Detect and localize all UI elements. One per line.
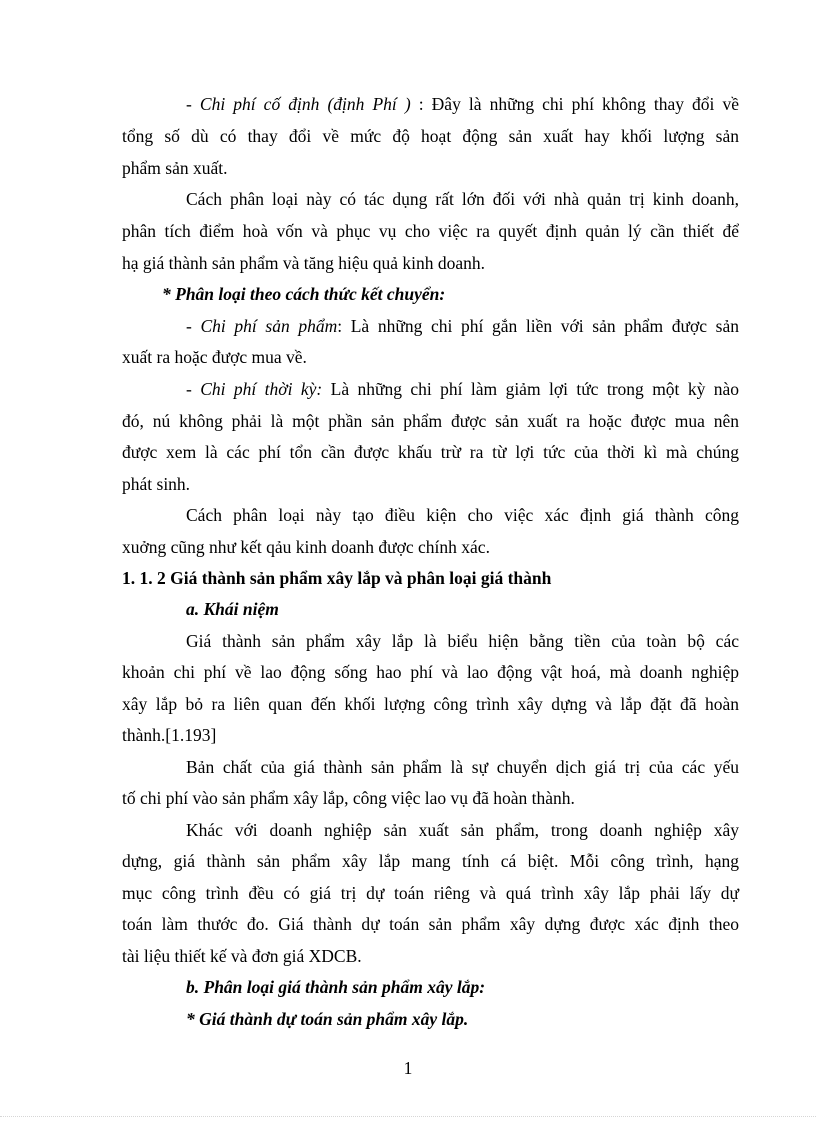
fixed-cost-line xyxy=(186,93,739,115)
page-bottom-rule xyxy=(0,1116,816,1117)
paragraph-line: tố chi phí vào sản phẩm xây lắp, công việc lao vụ đã hoàn thành. xyxy=(122,788,575,808)
product-cost-definition: : Là những chi phí gắn liền với sản phẩm được sản xyxy=(337,316,739,336)
paragraph-line: Cách phân loại này tạo điều kiện cho việc xác định giá thành công xyxy=(186,505,739,525)
section-heading-1-1-2: 1. 1. 2 Giá thành sản phẩm xây lắp và phân loại giá thành xyxy=(122,568,552,588)
product-cost-line xyxy=(186,315,739,337)
paragraph-line: được xem là các phí tổn cần được khấu trừ ra từ lợi tức của thời kì mà chúng xyxy=(122,442,739,462)
paragraph-line: Khác với doanh nghiệp sản xuất sản phẩm, trong doanh nghiệp xây xyxy=(186,820,739,840)
paragraph-line: toán làm thước đo. Giá thành dự toán sản phẩm xây dựng được xác định theo xyxy=(122,914,739,934)
paragraph-line: xuất ra hoặc được mua về. xyxy=(122,347,307,367)
paragraph-line: phẩm sản xuất. xyxy=(122,158,228,178)
paragraph-line: hạ giá thành sản phẩm và tăng hiệu quả kinh doanh. xyxy=(122,253,486,273)
paragraph-line: Cách phân loại này có tác dụng rất lớn đối với nhà quản trị kinh doanh, xyxy=(186,189,739,209)
paragraph-line: mục công trình đều có giá trị dự toán riêng và quá trình xây lắp phải lấy dự xyxy=(122,883,739,903)
paragraph-line: khoản chi phí về lao động sống hao phí và lao động vật hoá, mà doanh nghiệp xyxy=(122,662,739,682)
fixed-cost-term: - Chi phí cố định (định Phí ) xyxy=(186,94,419,114)
subsection-heading-transfer: * Phân loại theo cách thức kết chuyển: xyxy=(162,284,446,304)
paragraph-line: đó, nú không phải là một phần sản phẩm được sản xuất ra hoặc được mua nên xyxy=(122,411,739,431)
subheading-estimate-price: * Giá thành dự toán sản phẩm xây lắp. xyxy=(186,1009,469,1029)
period-cost-line xyxy=(186,378,739,400)
product-cost-term: - Chi phí sản phẩm xyxy=(186,316,338,336)
paragraph-line: Giá thành sản phẩm xây lắp là biểu hiện bằng tiền của toàn bộ các xyxy=(186,631,739,651)
paragraph-line: thành.[1.193] xyxy=(122,725,217,745)
page-number: 1 xyxy=(403,1058,413,1078)
paragraph-line: phát sinh. xyxy=(122,474,191,494)
paragraph-line: phân tích điểm hoà vốn và phục vụ cho việc ra quyết định quản lý cần thiết để xyxy=(122,221,739,241)
subheading-concept: a. Khái niệm xyxy=(186,599,279,619)
paragraph-line: tổng số dù có thay đổi về mức độ hoạt động sản xuất hay khối lượng sản xyxy=(122,126,739,146)
subheading-classification: b. Phân loại giá thành sản phẩm xây lắp: xyxy=(186,977,486,997)
paragraph-line: dựng, giá thành sản phẩm xây lắp mang tính cá biệt. Mỗi công trình, hạng xyxy=(122,851,739,871)
paragraph-line: xuởng cũng như kết qảu kinh doanh được chính xác. xyxy=(122,537,490,557)
paragraph-line: xây lắp bỏ ra liên quan đến khối lượng công trình xây dựng và lắp đặt đã hoàn xyxy=(122,694,739,714)
period-cost-definition: Là những chi phí làm giảm lợi tức trong một kỳ nào xyxy=(322,379,739,399)
period-cost-term: - Chi phí thời kỳ: xyxy=(186,379,323,399)
paragraph-line: tài liệu thiết kế và đơn giá XDCB. xyxy=(122,946,362,966)
paragraph-line: Bản chất của giá thành sản phẩm là sự chuyển dịch giá trị của các yếu xyxy=(186,757,739,777)
fixed-cost-definition: : Đây là những chi phí không thay đổi về xyxy=(418,94,739,114)
